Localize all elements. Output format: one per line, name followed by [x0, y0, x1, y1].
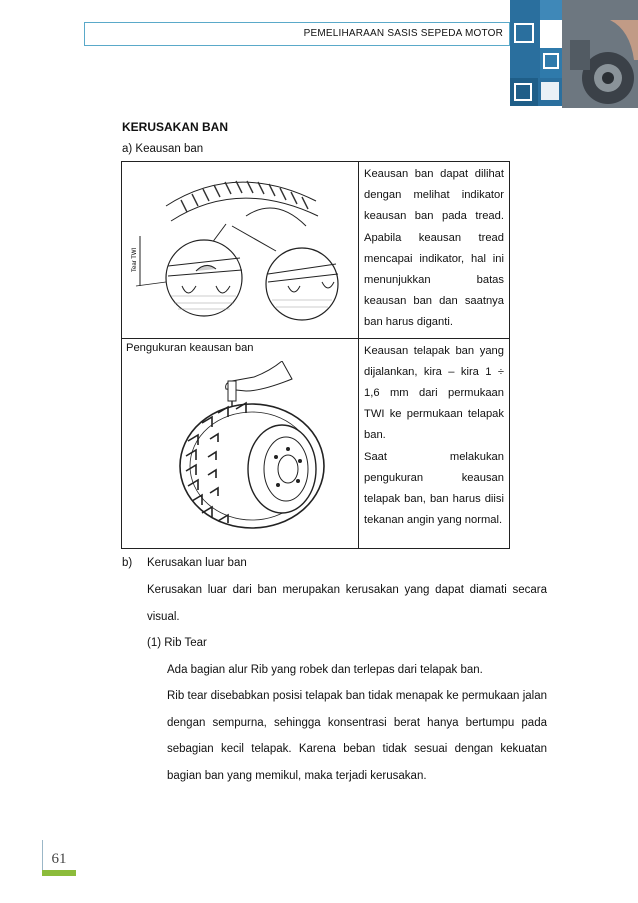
- header-bar: [84, 22, 510, 46]
- rib-tear-title: (1) Rib Tear: [147, 637, 207, 649]
- measurement-description-2: Saat melakukan pengukuran keausan telapak ban, ban harus diisi tekanan angin yang normal.: [364, 450, 504, 527]
- twi-figure-cell: [122, 162, 359, 339]
- twi-description-cell: [359, 162, 510, 339]
- rib-tear-paragraph-1: Ada bagian alur Rib yang robek dan terlepas dari telapak ban.: [167, 664, 483, 676]
- tire-measurement-illustration: [162, 361, 342, 531]
- measurement-description-1: Keausan telapak ban yang dijalankan, kira – kira 1 ÷ 1,6 mm dari permukaan TWI ke permukaan telapak ban.: [364, 344, 504, 442]
- measurement-figure-cell: [122, 338, 359, 548]
- page-number: 61: [51, 851, 67, 867]
- rib-tear-paragraph-2: Rib tear disebabkan posisi telapak ban tidak menapak ke permukaan jalan dengan sempurna, sehingga konsentrasi berat hanya bertumpu pada sebagian kecil telapak. Karena beban tidak sesuai dengan kekuatan bagian ban yang memikul, maka terjadi kerusakan.: [167, 690, 547, 782]
- twi-tread-illustration: [126, 166, 354, 322]
- table-row: [122, 162, 510, 339]
- wear-table: [121, 161, 510, 549]
- table-row: [122, 338, 510, 548]
- page-number-bar: [42, 870, 76, 876]
- measurement-caption: Pengukuran keausan ban: [126, 341, 254, 354]
- subsection-b-intro: Kerusakan luar dari ban merupakan kerusakan yang dapat diamati secara visual.: [147, 584, 547, 623]
- measurement-description-cell: [359, 338, 510, 548]
- subsection-b-label: b): [122, 557, 133, 569]
- svg-text:Tear TWI: Tear TWI: [132, 247, 138, 272]
- header-title: PEMELIHARAAN SASIS SEPEDA MOTOR: [303, 28, 503, 39]
- subsection-a-title: a) Keausan ban: [122, 143, 204, 155]
- twi-description: Keausan ban dapat dilihat dengan melihat indikator keausan ban pada tread. Apabila keausan tread mencapai indikator, hal ini menunjukkan batas keausan ban dan saatnya ban harus diganti.: [364, 168, 504, 329]
- section-title: KERUSAKAN BAN: [122, 120, 229, 134]
- subsection-b-title: Kerusakan luar ban: [147, 557, 247, 569]
- header-photo-mosaic: [510, 0, 638, 108]
